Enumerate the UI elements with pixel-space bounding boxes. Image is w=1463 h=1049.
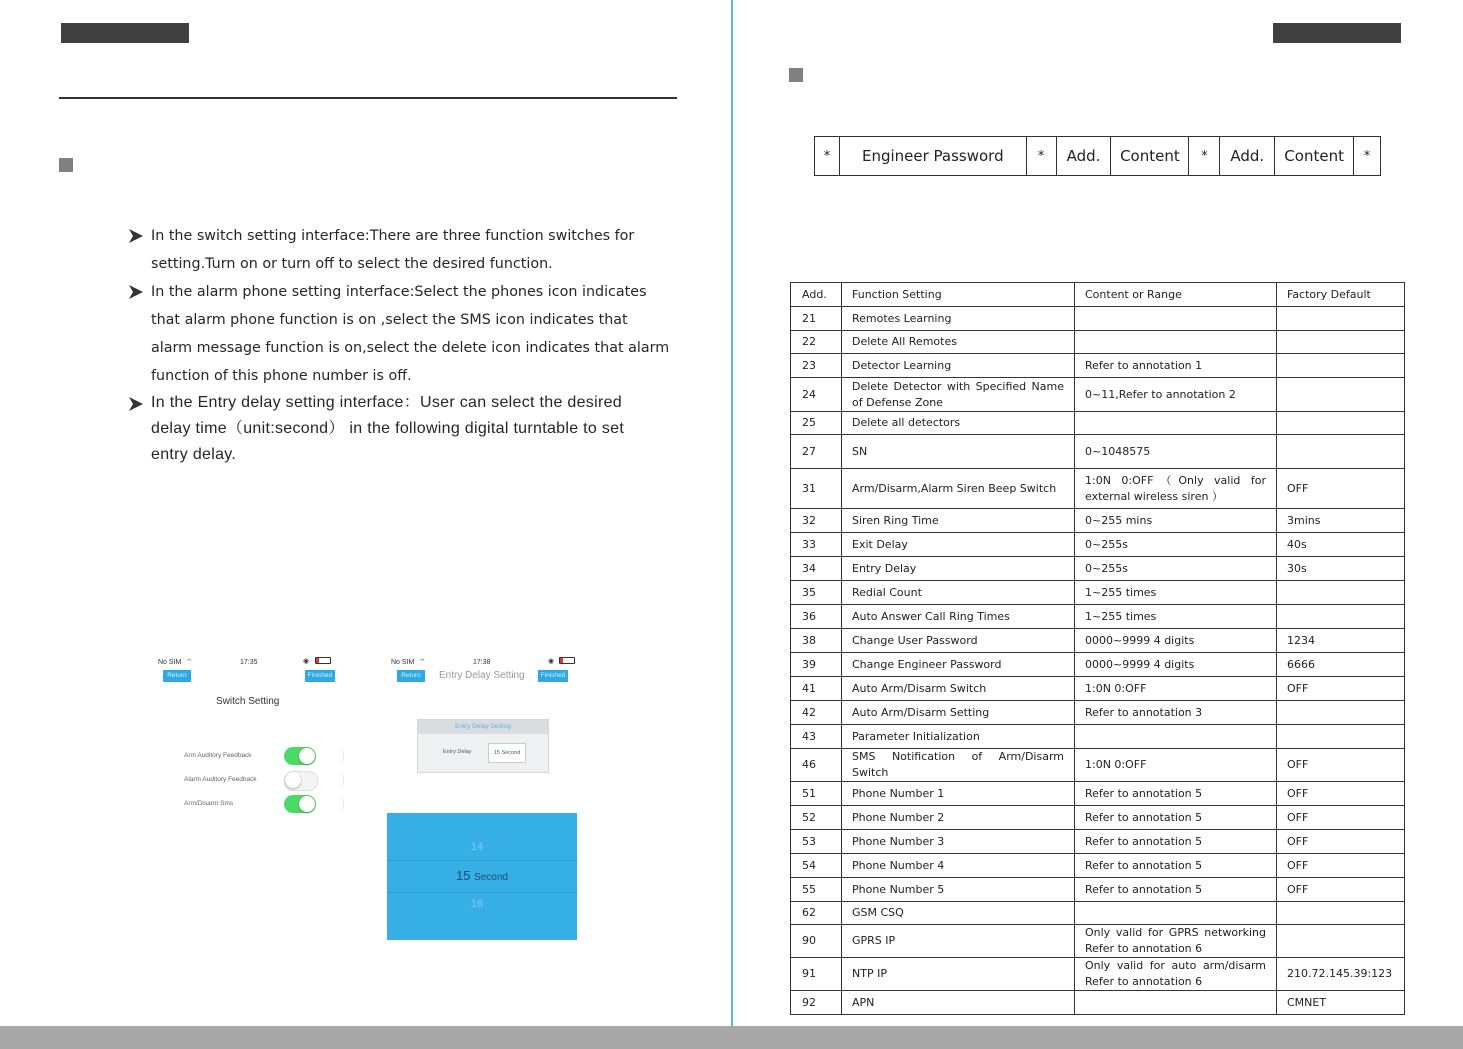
- table-row: [791, 557, 1405, 581]
- table-cell: 1~255 times: [1075, 581, 1277, 605]
- picker-unit: Second: [474, 872, 508, 883]
- table-cell: 32: [791, 509, 842, 533]
- table-row: [791, 749, 1405, 782]
- table-row: [791, 958, 1405, 991]
- arm-auditory-feedback-label: Arm Auditory Feedback: [184, 752, 252, 759]
- table-cell: 40s: [1277, 533, 1405, 557]
- table-cell: 1:0N 0:OFF: [1075, 677, 1277, 701]
- table-cell: 1~255 times: [1075, 605, 1277, 629]
- table-row: [791, 782, 1405, 806]
- table-cell: [1277, 354, 1405, 378]
- table-cell: SN: [842, 435, 1075, 469]
- table-cell: [1075, 991, 1277, 1015]
- table-cell: Redial Count: [842, 581, 1075, 605]
- switch-setting-screenshot: [150, 650, 350, 830]
- battery-icon: [559, 657, 575, 664]
- table-row: [791, 653, 1405, 677]
- table-cell: [1075, 902, 1277, 925]
- table-cell: APN: [842, 991, 1075, 1015]
- table-cell: 36: [791, 605, 842, 629]
- row-divider: [343, 799, 344, 809]
- bullet-line: delay time（unit:second） in the following digital turntable to set: [151, 420, 625, 437]
- format-content: Content: [1275, 137, 1354, 175]
- picker-divider: [387, 892, 577, 893]
- table-cell: [1075, 307, 1277, 331]
- table-cell: 90: [791, 925, 842, 958]
- table-row: [791, 629, 1405, 653]
- table-cell: Siren Ring Time: [842, 509, 1075, 533]
- table-cell: [1277, 925, 1405, 958]
- format-add: Add.: [1220, 137, 1275, 175]
- table-cell: [1277, 412, 1405, 435]
- column-header: Content or Range: [1075, 283, 1277, 307]
- table-cell: 6666: [1277, 653, 1405, 677]
- left-page: [0, 0, 732, 1026]
- table-cell: Only valid for GPRS networking Refer to annotation 6: [1075, 925, 1277, 958]
- lock-icon: ◉: [548, 658, 555, 665]
- table-cell: NTP IP: [842, 958, 1075, 991]
- return-button[interactable]: Return: [397, 670, 425, 682]
- table-cell: OFF: [1277, 830, 1405, 854]
- table-cell: 1:0N 0:OFF（Only valid for external wireless siren ）: [1075, 469, 1277, 509]
- row-divider: [343, 775, 344, 785]
- table-cell: 0~255 mins: [1075, 509, 1277, 533]
- table-cell: Refer to annotation 5: [1075, 878, 1277, 902]
- table-cell: Auto Arm/Disarm Setting: [842, 701, 1075, 725]
- table-row: [791, 533, 1405, 557]
- table-cell: OFF: [1277, 854, 1405, 878]
- table-cell: 91: [791, 958, 842, 991]
- table-cell: SMS Notification of Arm/Disarm Switch: [842, 749, 1075, 782]
- bullet-switch-setting: [128, 222, 668, 278]
- carrier-label: No SIM: [158, 659, 182, 666]
- table-cell: [1277, 331, 1405, 354]
- table-row: [791, 378, 1405, 412]
- table-cell: CMNET: [1277, 991, 1405, 1015]
- table-cell: [1277, 307, 1405, 331]
- table-cell: 35: [791, 581, 842, 605]
- format-engineer-password: Engineer Password: [840, 137, 1027, 175]
- screen-title: Entry Delay Setting: [439, 670, 525, 681]
- table-cell: Delete Detector with Specified Name of Defense Zone: [842, 378, 1075, 412]
- dialog-title: Entry Delay Setting: [418, 720, 548, 734]
- arm-auditory-feedback-toggle[interactable]: [284, 747, 316, 765]
- table-row: [791, 925, 1405, 958]
- table-row: [791, 412, 1405, 435]
- table-cell: 38: [791, 629, 842, 653]
- table-row: [791, 878, 1405, 902]
- table-cell: Phone Number 5: [842, 878, 1075, 902]
- finished-button[interactable]: Finished: [538, 670, 568, 682]
- format-star: *: [1027, 137, 1057, 175]
- picker-item[interactable]: 14: [470, 841, 484, 853]
- clock-label: 17:38: [473, 659, 491, 666]
- table-cell: 62: [791, 902, 842, 925]
- table-cell: 42: [791, 701, 842, 725]
- table-cell: 3mins: [1277, 509, 1405, 533]
- bullet-line: that alarm phone function is on ,select the SMS icon indicates that: [151, 312, 628, 328]
- table-cell: 51: [791, 782, 842, 806]
- section-marker: [59, 158, 73, 172]
- table-row: [791, 854, 1405, 878]
- table-cell: GPRS IP: [842, 925, 1075, 958]
- table-cell: Delete All Remotes: [842, 331, 1075, 354]
- bullet-line: entry delay.: [151, 446, 237, 463]
- table-cell: [1075, 725, 1277, 749]
- wifi-icon: ⌔: [419, 659, 426, 666]
- format-add: Add.: [1057, 137, 1112, 175]
- table-row: [791, 354, 1405, 378]
- table-cell: Arm/Disarm,Alarm Siren Beep Switch: [842, 469, 1075, 509]
- table-cell: Only valid for auto arm/disarm Refer to annotation 6: [1075, 958, 1277, 991]
- table-cell: 54: [791, 854, 842, 878]
- table-cell: Change Engineer Password: [842, 653, 1075, 677]
- arrow-bullet-icon: [128, 284, 144, 300]
- picker-item[interactable]: 16: [470, 898, 484, 910]
- table-row: [791, 677, 1405, 701]
- table-cell: Refer to annotation 3: [1075, 701, 1277, 725]
- table-cell: 1:0N 0:OFF: [1075, 749, 1277, 782]
- toggle-knob: [299, 748, 315, 764]
- table-cell: OFF: [1277, 469, 1405, 509]
- table-cell: 0~255s: [1075, 557, 1277, 581]
- table-cell: Auto Answer Call Ring Times: [842, 605, 1075, 629]
- table-cell: [1277, 581, 1405, 605]
- table-cell: 23: [791, 354, 842, 378]
- section-header-bar: [1273, 23, 1401, 43]
- format-content: Content: [1111, 137, 1189, 175]
- entry-delay-label: Entry Delay: [443, 749, 472, 755]
- table-cell: Exit Delay: [842, 533, 1075, 557]
- table-cell: [1277, 378, 1405, 412]
- table-cell: 0~255s: [1075, 533, 1277, 557]
- table-cell: Refer to annotation 1: [1075, 354, 1277, 378]
- table-cell: 22: [791, 331, 842, 354]
- entry-delay-field[interactable]: 15 Second: [488, 743, 526, 763]
- table-cell: OFF: [1277, 782, 1405, 806]
- table-cell: 39: [791, 653, 842, 677]
- table-cell: 33: [791, 533, 842, 557]
- wifi-icon: ⌔: [186, 659, 193, 666]
- table-cell: 41: [791, 677, 842, 701]
- table-cell: Phone Number 4: [842, 854, 1075, 878]
- table-body: [791, 283, 1405, 1015]
- entry-delay-dialog: [417, 719, 549, 773]
- table-cell: 1234: [1277, 629, 1405, 653]
- table-cell: Detector Learning: [842, 354, 1075, 378]
- format-star: *: [1189, 137, 1220, 175]
- table-row: [791, 806, 1405, 830]
- table-cell: [1277, 701, 1405, 725]
- table-cell: OFF: [1277, 677, 1405, 701]
- bullet-entry-delay: [128, 390, 668, 468]
- format-star: *: [815, 137, 840, 175]
- table-cell: 52: [791, 806, 842, 830]
- bullet-line: setting.Turn on or turn off to select the desired function.: [151, 256, 553, 272]
- table-cell: Phone Number 2: [842, 806, 1075, 830]
- table-header-row: [791, 283, 1405, 307]
- arm-disarm-sms-label: Arm/Disarm Sms: [184, 800, 234, 807]
- instruction-list: [128, 222, 668, 468]
- column-header: Function Setting: [842, 283, 1075, 307]
- table-cell: 46: [791, 749, 842, 782]
- lock-icon: ◉: [303, 658, 310, 665]
- table-cell: 25: [791, 412, 842, 435]
- table-cell: 55: [791, 878, 842, 902]
- table-cell: Phone Number 3: [842, 830, 1075, 854]
- table-cell: 0~1048575: [1075, 435, 1277, 469]
- table-cell: 31: [791, 469, 842, 509]
- table-cell: Refer to annotation 5: [1075, 782, 1277, 806]
- table-cell: Auto Arm/Disarm Switch: [842, 677, 1075, 701]
- table-cell: 0000~9999 4 digits: [1075, 629, 1277, 653]
- arm-disarm-sms-toggle[interactable]: [284, 795, 316, 813]
- column-header: Add.: [791, 283, 842, 307]
- picker-divider: [387, 860, 577, 861]
- table-cell: OFF: [1277, 806, 1405, 830]
- screen-title: Switch Setting: [216, 696, 280, 707]
- section-marker: [789, 68, 803, 82]
- toggle-knob: [285, 772, 301, 788]
- table-cell: Refer to annotation 5: [1075, 830, 1277, 854]
- bullet-line: alarm message function is on,select the delete icon indicates that alarm: [151, 340, 670, 356]
- row-divider: [343, 751, 344, 761]
- table-cell: Refer to annotation 5: [1075, 806, 1277, 830]
- bullet-line: In the alarm phone setting interface:Select the phones icon indicates: [151, 284, 647, 300]
- table-cell: Parameter Initialization: [842, 725, 1075, 749]
- title-divider: [59, 97, 677, 99]
- table-row: [791, 830, 1405, 854]
- entry-delay-screenshot: [383, 650, 583, 950]
- engineer-command-format: [814, 136, 1381, 176]
- table-row: [791, 581, 1405, 605]
- alarm-auditory-feedback-label: Alarm Auditory Feedback: [184, 776, 257, 783]
- table-cell: [1277, 605, 1405, 629]
- arrow-bullet-icon: [128, 228, 144, 244]
- table-cell: [1277, 725, 1405, 749]
- table-cell: 30s: [1277, 557, 1405, 581]
- finished-button[interactable]: Finished: [305, 670, 335, 682]
- table-cell: 0000~9999 4 digits: [1075, 653, 1277, 677]
- section-header-bar: [61, 23, 189, 43]
- table-row: [791, 469, 1405, 509]
- table-cell: 0~11,Refer to annotation 2: [1075, 378, 1277, 412]
- table-cell: 24: [791, 378, 842, 412]
- clock-label: 17:35: [240, 659, 258, 666]
- table-row: [791, 307, 1405, 331]
- table-row: [791, 509, 1405, 533]
- table-cell: Remotes Learning: [842, 307, 1075, 331]
- table-row: [791, 991, 1405, 1015]
- table-row: [791, 605, 1405, 629]
- bullet-line: In the switch setting interface:There are three function switches for: [151, 228, 635, 244]
- table-cell: OFF: [1277, 749, 1405, 782]
- table-cell: 21: [791, 307, 842, 331]
- table-cell: 92: [791, 991, 842, 1015]
- table-row: [791, 701, 1405, 725]
- table-row: [791, 435, 1405, 469]
- bullet-line: In the Entry delay setting interface：User can select the desired: [151, 394, 622, 411]
- table-cell: Phone Number 1: [842, 782, 1075, 806]
- toggle-knob: [299, 796, 315, 812]
- table-cell: 27: [791, 435, 842, 469]
- table-cell: 53: [791, 830, 842, 854]
- bullet-alarm-phone: [128, 278, 668, 390]
- column-header: Factory Default: [1277, 283, 1405, 307]
- carrier-label: No SIM: [391, 659, 415, 666]
- function-settings-table: [790, 282, 1405, 1015]
- table-cell: GSM CSQ: [842, 902, 1075, 925]
- table-cell: OFF: [1277, 878, 1405, 902]
- table-row: [791, 331, 1405, 354]
- return-button[interactable]: Return: [163, 670, 191, 682]
- table-cell: Change User Password: [842, 629, 1075, 653]
- table-cell: [1277, 902, 1405, 925]
- picker-selected-value: 15: [455, 868, 471, 883]
- table-cell: 210.72.145.39:123: [1277, 958, 1405, 991]
- delay-picker-wheel[interactable]: [387, 813, 577, 940]
- table-cell: 34: [791, 557, 842, 581]
- table-row: [791, 725, 1405, 749]
- page-footer-band: [0, 1026, 1463, 1049]
- arrow-bullet-icon: [128, 396, 144, 412]
- table-cell: Entry Delay: [842, 557, 1075, 581]
- table-row: [791, 902, 1405, 925]
- table-cell: [1277, 435, 1405, 469]
- bullet-line: function of this phone number is off.: [151, 368, 412, 384]
- table-cell: Delete all detectors: [842, 412, 1075, 435]
- format-star: *: [1363, 148, 1371, 164]
- table-cell: Refer to annotation 5: [1075, 854, 1277, 878]
- table-cell: 43: [791, 725, 842, 749]
- table-cell: [1075, 331, 1277, 354]
- picker-item-selected[interactable]: [387, 868, 577, 883]
- table-cell: [1075, 412, 1277, 435]
- alarm-auditory-feedback-toggle[interactable]: [284, 771, 318, 791]
- battery-icon: [315, 657, 331, 664]
